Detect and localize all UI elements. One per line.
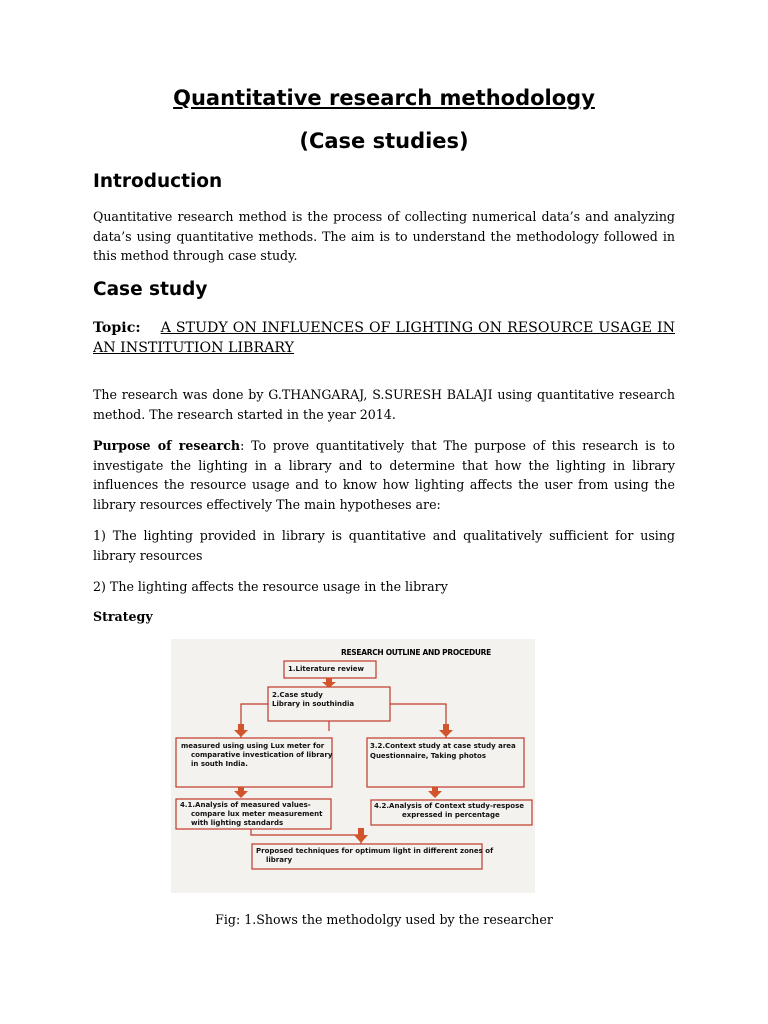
topic-paragraph xyxy=(93,318,675,358)
arrow-down-icon xyxy=(354,828,368,843)
box5-line2: library xyxy=(266,856,293,864)
box3-1-line3: in south India. xyxy=(191,760,248,768)
introduction-heading: Introduction xyxy=(93,171,223,192)
purpose-label: Purpose of research xyxy=(93,438,241,453)
box4-2-line1: 4.2.Analysis of Context study-respose xyxy=(374,802,525,810)
page-title: Quantitative research methodology xyxy=(173,86,595,110)
research-by-paragraph: The research was done by G.THANGARAJ, S.SURESH BALAJI using quantitative research method. The research started in the year 2014. xyxy=(93,387,675,422)
box3-2-line2: Questionnaire, Taking photos xyxy=(370,752,486,760)
topic-label: Topic: xyxy=(93,320,141,336)
arrow-down-icon xyxy=(234,724,248,737)
hypothesis-1: 1) The lighting provided in library is quantitative and qualitatively sufficient for using library resources xyxy=(93,528,675,563)
hypothesis-2: 2) The lighting affects the resource usage in the library xyxy=(93,579,448,594)
box2-line1: 2.Case study xyxy=(272,691,323,699)
figure-caption: Fig: 1.Shows the methodolgy used by the researcher xyxy=(215,912,553,927)
introduction-paragraph: Quantitative research method is the process of collecting numerical data’s and analyzing data’s using quantitative methods. The aim is to understand the methodology followed in this method through case study. xyxy=(93,209,675,263)
purpose-paragraph xyxy=(93,436,675,514)
box4-1-line2: compare lux meter measurement xyxy=(191,810,323,818)
box4-1-line1: 4.1.Analysis of measured values- xyxy=(180,801,311,809)
connector-bottom-left xyxy=(251,829,361,844)
box3-1-line2: comparative investication of library xyxy=(191,751,333,759)
connector-right xyxy=(390,704,446,738)
arrow-down-icon xyxy=(234,787,248,798)
purpose-text: : To prove quantitatively that The purpose of this research is to investigate the lighting in a library and to determine that how the lighting in library influences the resource usage and to know how lighting affects the user from using the library resources effectively The main hypotheses are: xyxy=(93,438,676,512)
arrow-down-icon xyxy=(428,787,442,798)
diagram-title: RESEARCH OUTLINE AND PROCEDURE xyxy=(341,648,491,657)
strategy-label: Strategy xyxy=(93,609,153,624)
research-outline-diagram xyxy=(171,639,535,893)
case-study-heading: Case study xyxy=(93,279,208,300)
box3-2-line1: 3.2.Context study at case study area xyxy=(370,742,516,750)
arrow-down-icon xyxy=(439,724,453,737)
page-subtitle: (Case studies) xyxy=(299,129,469,153)
box4-2-line2: expressed in percentage xyxy=(402,811,500,819)
box1-label: 1.Literature review xyxy=(288,665,365,673)
box5-line1: Proposed techniques for optimum light in different zones of xyxy=(256,847,494,855)
box2-line2: Library in southindia xyxy=(272,700,355,708)
box4-1-line3: with lighting standards xyxy=(191,819,284,827)
box3-1-line1: measured using using Lux meter for xyxy=(181,742,325,750)
topic-text: A STUDY ON INFLUENCES OF LIGHTING ON RESOURCE USAGE IN AN INSTITUTION LIBRARY xyxy=(93,320,675,356)
